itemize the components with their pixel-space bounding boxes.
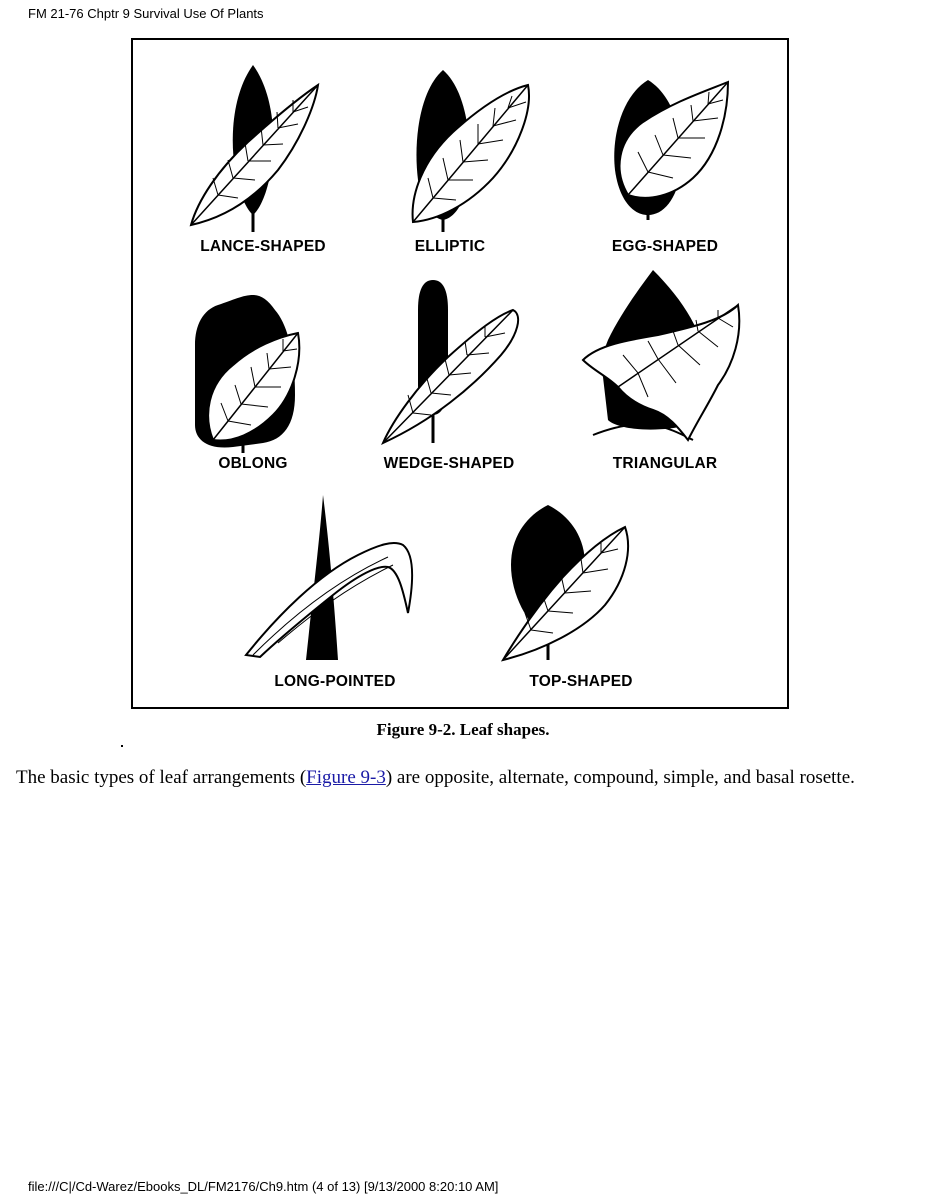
top-shaped-leaf-icon [493,505,673,670]
figure-9-3-link[interactable]: Figure 9-3 [306,767,386,788]
leaf-label-lance-shaped: LANCE-SHAPED [200,238,326,255]
leaf-oblong [173,275,333,472]
leaf-label-oblong: OBLONG [218,455,288,472]
stray-dot [121,745,123,747]
leaf-long-pointed [238,495,428,690]
leaf-lance-shaped [173,60,333,255]
lance-shaped-leaf-icon [173,60,333,235]
body-paragraph [16,764,906,792]
leaf-label-wedge-shaped: WEDGE-SHAPED [383,455,515,472]
leaf-wedge-shaped [373,275,553,472]
leaf-elliptic [388,60,548,255]
figure-caption: Figure 9-2. Leaf shapes. [376,720,550,739]
long-pointed-leaf-icon [238,495,428,670]
leaf-egg-shaped [603,60,763,255]
triangular-leaf-icon [578,265,758,455]
leaf-shapes-figure [131,38,789,709]
paragraph-text-after: ) are opposite, alternate, compound, simple, and basal rosette. [385,767,855,788]
wedge-shaped-leaf-icon [373,275,553,455]
elliptic-leaf-icon [388,60,548,235]
page-header-title: FM 21-76 Chptr 9 Survival Use Of Plants [28,6,264,21]
leaf-label-egg-shaped: EGG-SHAPED [611,238,719,255]
paragraph-text-before: The basic types of leaf arrangements ( [16,767,307,788]
oblong-leaf-icon [173,275,333,455]
leaf-label-top-shaped: TOP-SHAPED [529,673,633,690]
leaf-triangular [578,265,758,472]
leaf-label-elliptic: ELLIPTIC [414,238,486,255]
egg-shaped-leaf-icon [603,60,763,235]
leaf-label-long-pointed: LONG-POINTED [274,673,396,690]
page-footer-path: file:///C|/Cd-Warez/Ebooks_DL/FM2176/Ch9.htm (4 of 13) [9/13/2000 8:20:10 AM] [28,1179,499,1194]
leaf-label-triangular: TRIANGULAR [612,455,718,472]
leaf-top-shaped [493,505,673,690]
